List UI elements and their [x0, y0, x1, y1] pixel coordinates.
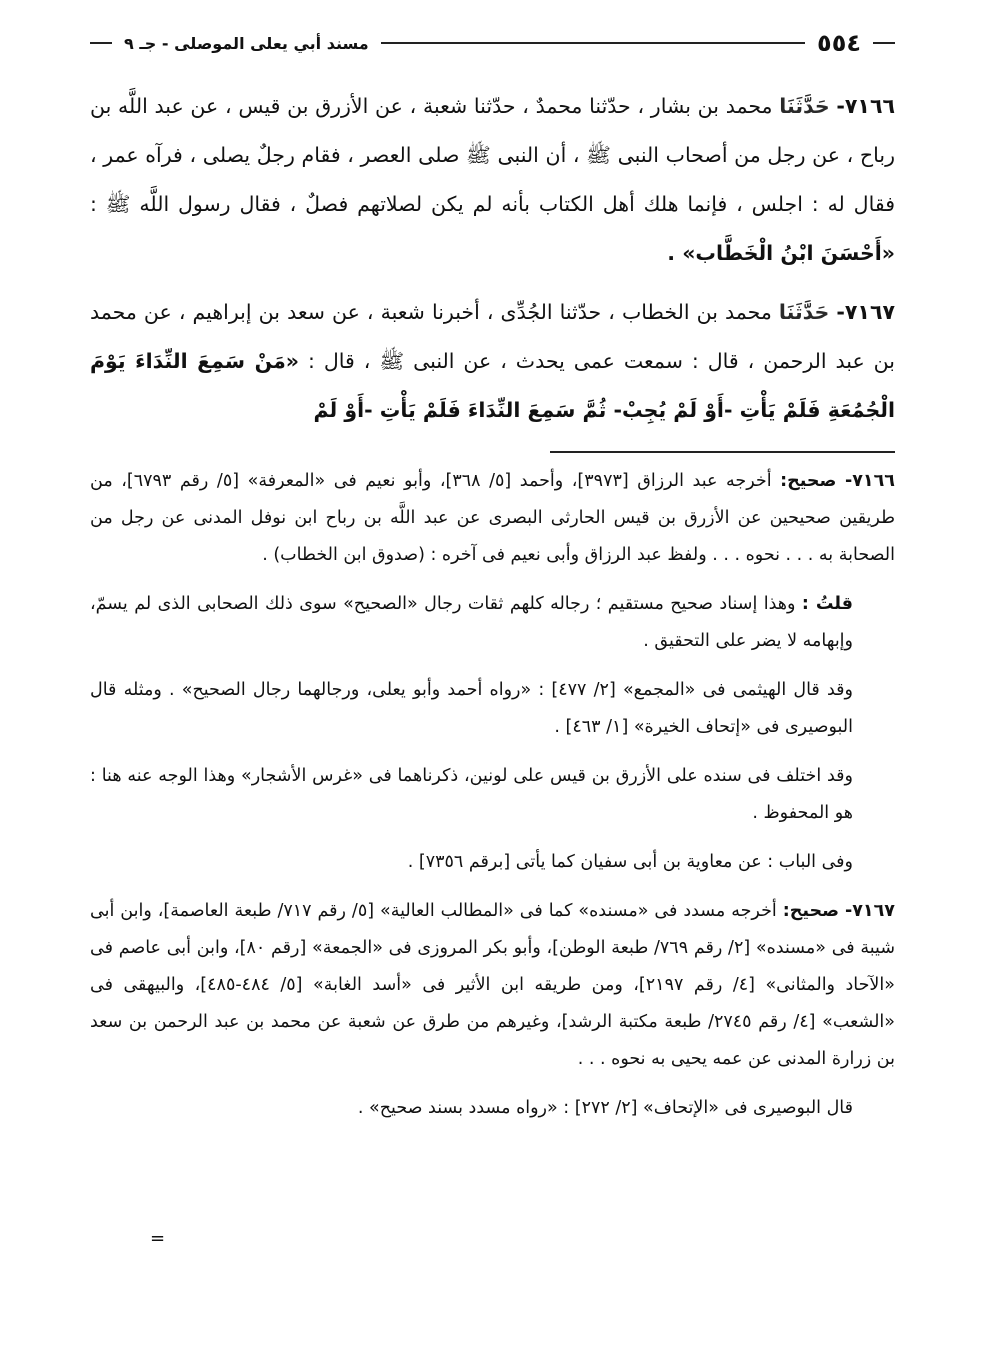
hadith-7167	[90, 288, 895, 435]
header-rule	[381, 42, 805, 44]
footnote-text: أخرجه مسدد فى «مسنده» كما فى «المطالب العالية» [٥/ رقم ٧١٧/ طبعة العاصمة]، وابن أبى شيبة فى «مسنده» [٢/ رقم ٧٦٩/ طبعة الوطن]، وأبو بكر المروزى فى «الجمعة» [رقم ٨٠]، وابن أبى عاصم فى «الآحاد والمثانى» [٤/ رقم ٢١٩٧]، ومن طريقه ابن الأثير فى «أسد الغابة» [٥/ ٤٨٤-٤٨٥]، والبيهقى فى «الشعب» [٤/ رقم ٢٧٤٥/ طبعة مكتبة الرشد]، وغيرهم من طرق عن شعبة عن محمد بن عبد الرحمن بن سعد بن زرارة المدنى عن عمه يحيى به نحوه . . .	[90, 901, 895, 1069]
footnote-paragraph: وفى الباب : عن معاوية بن أبى سفيان كما يأتى [برقم ٧٣٥٦] .	[407, 852, 853, 872]
footnote-7167	[90, 893, 895, 1078]
footnote-7166	[90, 463, 895, 574]
footnote-number: ٧١٦٦-	[844, 471, 895, 491]
hadith-intro: حَدَّثَنَا	[779, 94, 830, 118]
page	[90, 22, 895, 1327]
hadith-number: ٧١٦٧-	[836, 300, 895, 324]
hadith-number: ٧١٦٦-	[836, 94, 895, 118]
footnote-text: أخرجه عبد الرزاق [٣٩٧٣]، وأحمد [٥/ ٣٦٨]، وأبو نعيم فى «المعرفة» [٥/ رقم ٦٧٩٣]، من طريقين صحيحين عن الأزرق بن قيس الحارثى البصرى عن عبد اللَّه بن رباح ابن نوفل المدنى عن رجل من الصحابة به . . . نحوه . . . ولفظ عبد الرزاق وأبى نعيم فى آخره : (صدوق ابن الخطاب) .	[90, 471, 895, 565]
hadith-intro: حَدَّثَنَا	[778, 300, 830, 324]
footnote-comment	[90, 586, 895, 660]
hadith-text	[90, 82, 895, 435]
hadith-matn: «مَنْ سَمِعَ النِّدَاءَ يَوْمَ الْجُمُعَةِ فَلَمْ يَأْتِ -أَوْ لَمْ يُجِبْ- ثُمَّ سَمِعَ النِّدَاءَ فَلَمْ يَأْتِ -أَوْ لَمْ	[90, 349, 895, 422]
hadith-chain: محمد بن الخطاب ، حدّثنا الجُدِّى ، أخبرنا شعبة ، عن سعد بن إبراهيم ، عن محمد بن عبد الرحمن ، قال : سمعت عمى يحدث ، عن النبى ﷺ ، قال :	[90, 300, 895, 373]
header-dash-right	[873, 42, 895, 44]
hadith-chain: محمد بن بشار ، حدّثنا محمدٌ ، حدّثنا شعبة ، عن الأزرق بن قيس ، عن عبد اللَّه بن رباح ، عن رجل من أصحاب النبى ﷺ ، أن النبى ﷺ صلى العصر ، فقام رجلٌ يصلى ، فرآه عمر ، فقال له : اجلس ، فإنما هلك أهل الكتاب بأنه لم يكن لصلاتهم فصلٌ ، فقال رسول اللَّه ﷺ :	[90, 94, 895, 216]
header-dash-left	[90, 42, 112, 44]
footnote-paragraph: وقد قال الهيثمى فى «المجمع» [٢/ ٤٧٧] : «رواه أحمد وأبو يعلى، ورجالهما رجال الصحيح» . ومثله قال البوصيرى فى «إتحاف الخيرة» [١/ ٤٦٣] .	[90, 680, 853, 737]
footnote-separator	[550, 451, 895, 453]
footnote-paragraph: وقد اختلف فى سنده على الأزرق بن قيس على لونين، ذكرناهما فى «غرس الأشجار» وهذا الوجه عنه هنا : هو المحفوظ .	[90, 766, 853, 823]
footnote-number: ٧١٦٧-	[844, 901, 895, 921]
footnote-grade: صحيح:	[782, 901, 840, 921]
running-header	[90, 22, 895, 64]
footnotes	[90, 463, 895, 1127]
footnote-paragraph: قال البوصيرى فى «الإتحاف» [٢/ ٢٧٢] : «رواه مسدد بسند صحيح» .	[357, 1098, 853, 1118]
page-number: ٥٥٤	[817, 29, 861, 57]
book-title: مسند أبي يعلى الموصلى - جـ ٩	[124, 33, 369, 53]
hadith-matn: «أَحْسَنَ ابْنُ الْخَطَّاب» .	[667, 241, 895, 265]
footnote-grade: صحيح:	[780, 471, 837, 491]
continuation-mark: =	[150, 1228, 166, 1249]
hadith-7166	[90, 82, 895, 278]
footnote-comment-label: قلتُ :	[801, 594, 853, 614]
footnote-comment-text: وهذا إسناد صحيح مستقيم ؛ رجاله كلهم ثقات رجال «الصحيح» سوى ذلك الصحابى الذى لم يسمّ، وإبهامه لا يضر على التحقيق .	[90, 594, 853, 651]
